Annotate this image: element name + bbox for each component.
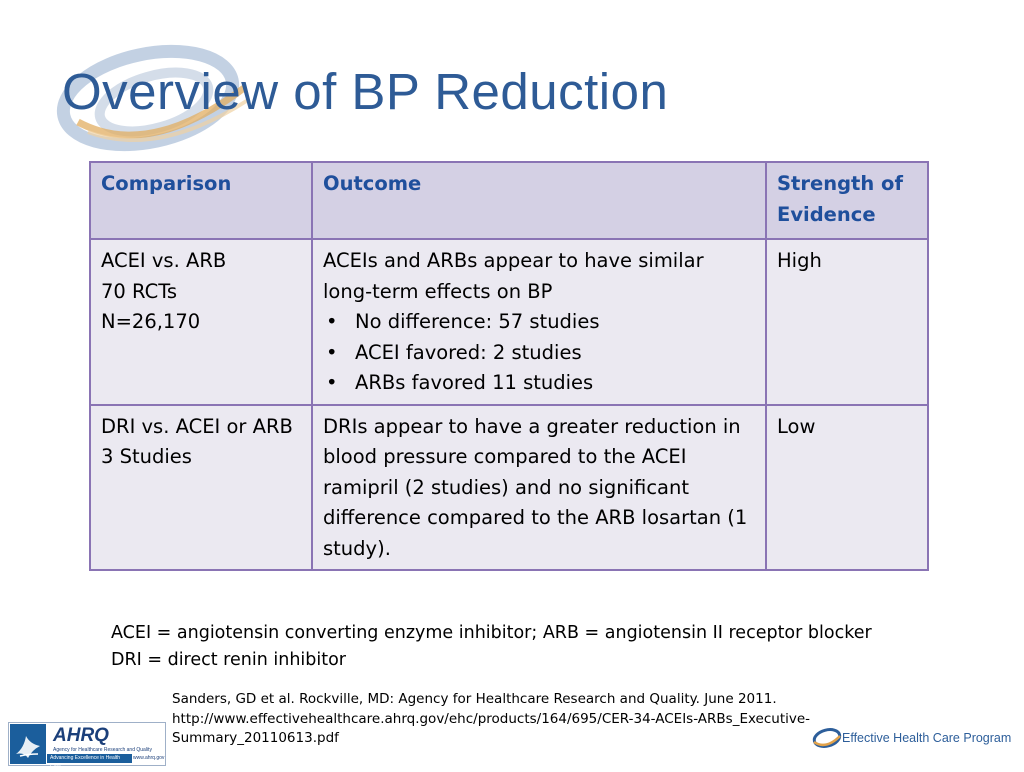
header-outcome: Outcome [312, 162, 766, 239]
comparison-line: ACEI vs. ARB [101, 249, 227, 272]
comparison-line: 70 RCTs [101, 279, 178, 303]
footnote-line: ACEI = angiotensin converting enzyme inhibitor; ARB = angiotensin II receptor blocker [111, 623, 872, 643]
strength-cell: High [766, 239, 928, 405]
abbreviation-footnote [111, 620, 872, 674]
header-strength-of-evidence: Strength of Evidence [766, 162, 928, 239]
comparison-line: 3 Studies [101, 445, 192, 468]
citation [172, 690, 810, 749]
table-header-row [90, 162, 928, 239]
strength-cell: Low [766, 405, 928, 571]
outcome-bullet: • ACEI favored: 2 studies [323, 338, 756, 369]
outcome-cell [312, 405, 766, 571]
hhs-eagle-icon [10, 724, 46, 764]
ahrq-subtitle: Agency for Healthcare Research and Quality [53, 747, 152, 753]
table-row [90, 405, 928, 571]
outcome-text: ACEIs and ARBs appear to have similar long-term effects on BP [323, 249, 704, 303]
citation-line: Sanders, GD et al. Rockville, MD: Agency for Healthcare Research and Quality. June 2011. [172, 691, 777, 707]
outcome-bullet: • No difference: 57 studies [323, 307, 756, 338]
outcome-bullet: • ARBs favored 11 studies [323, 368, 756, 399]
comparison-line: DRI vs. ACEI or ARB [101, 414, 293, 438]
slide-title: Overview of BP Reduction [62, 63, 669, 120]
ahrq-wordmark: AHRQ [53, 725, 109, 746]
outcome-cell [312, 239, 766, 405]
ehc-wordmark: Effective Health Care Program [842, 731, 1012, 745]
ahrq-tagline: Advancing Excellence in Health Care [47, 754, 132, 763]
swirl-icon [810, 724, 844, 752]
header-comparison: Comparison [90, 162, 312, 239]
ahrq-url: www.ahrq.gov [133, 755, 165, 761]
comparison-line: N=26,170 [101, 310, 201, 333]
footnote-line: DRI = direct renin inhibitor [111, 650, 347, 670]
effective-health-care-logo [810, 724, 1010, 752]
citation-line: http://www.effectivehealthcare.ahrq.gov/ehc/products/164/695/CER-34-ACEIs-ARBs_Executive- [172, 710, 811, 727]
table-row [90, 239, 928, 405]
ahrq-logo [8, 722, 166, 770]
outcome-bullet-list [323, 307, 756, 399]
outcome-text: DRIs appear to have a greater reduction in blood pressure compared to the ACEI ramipril (2 studies) and no significant difference compared to the ARB losartan (1 study). [323, 414, 748, 560]
comparison-cell [90, 405, 312, 571]
evidence-table [89, 161, 929, 571]
citation-line: Summary_20110613.pdf [172, 730, 339, 746]
comparison-cell [90, 239, 312, 405]
